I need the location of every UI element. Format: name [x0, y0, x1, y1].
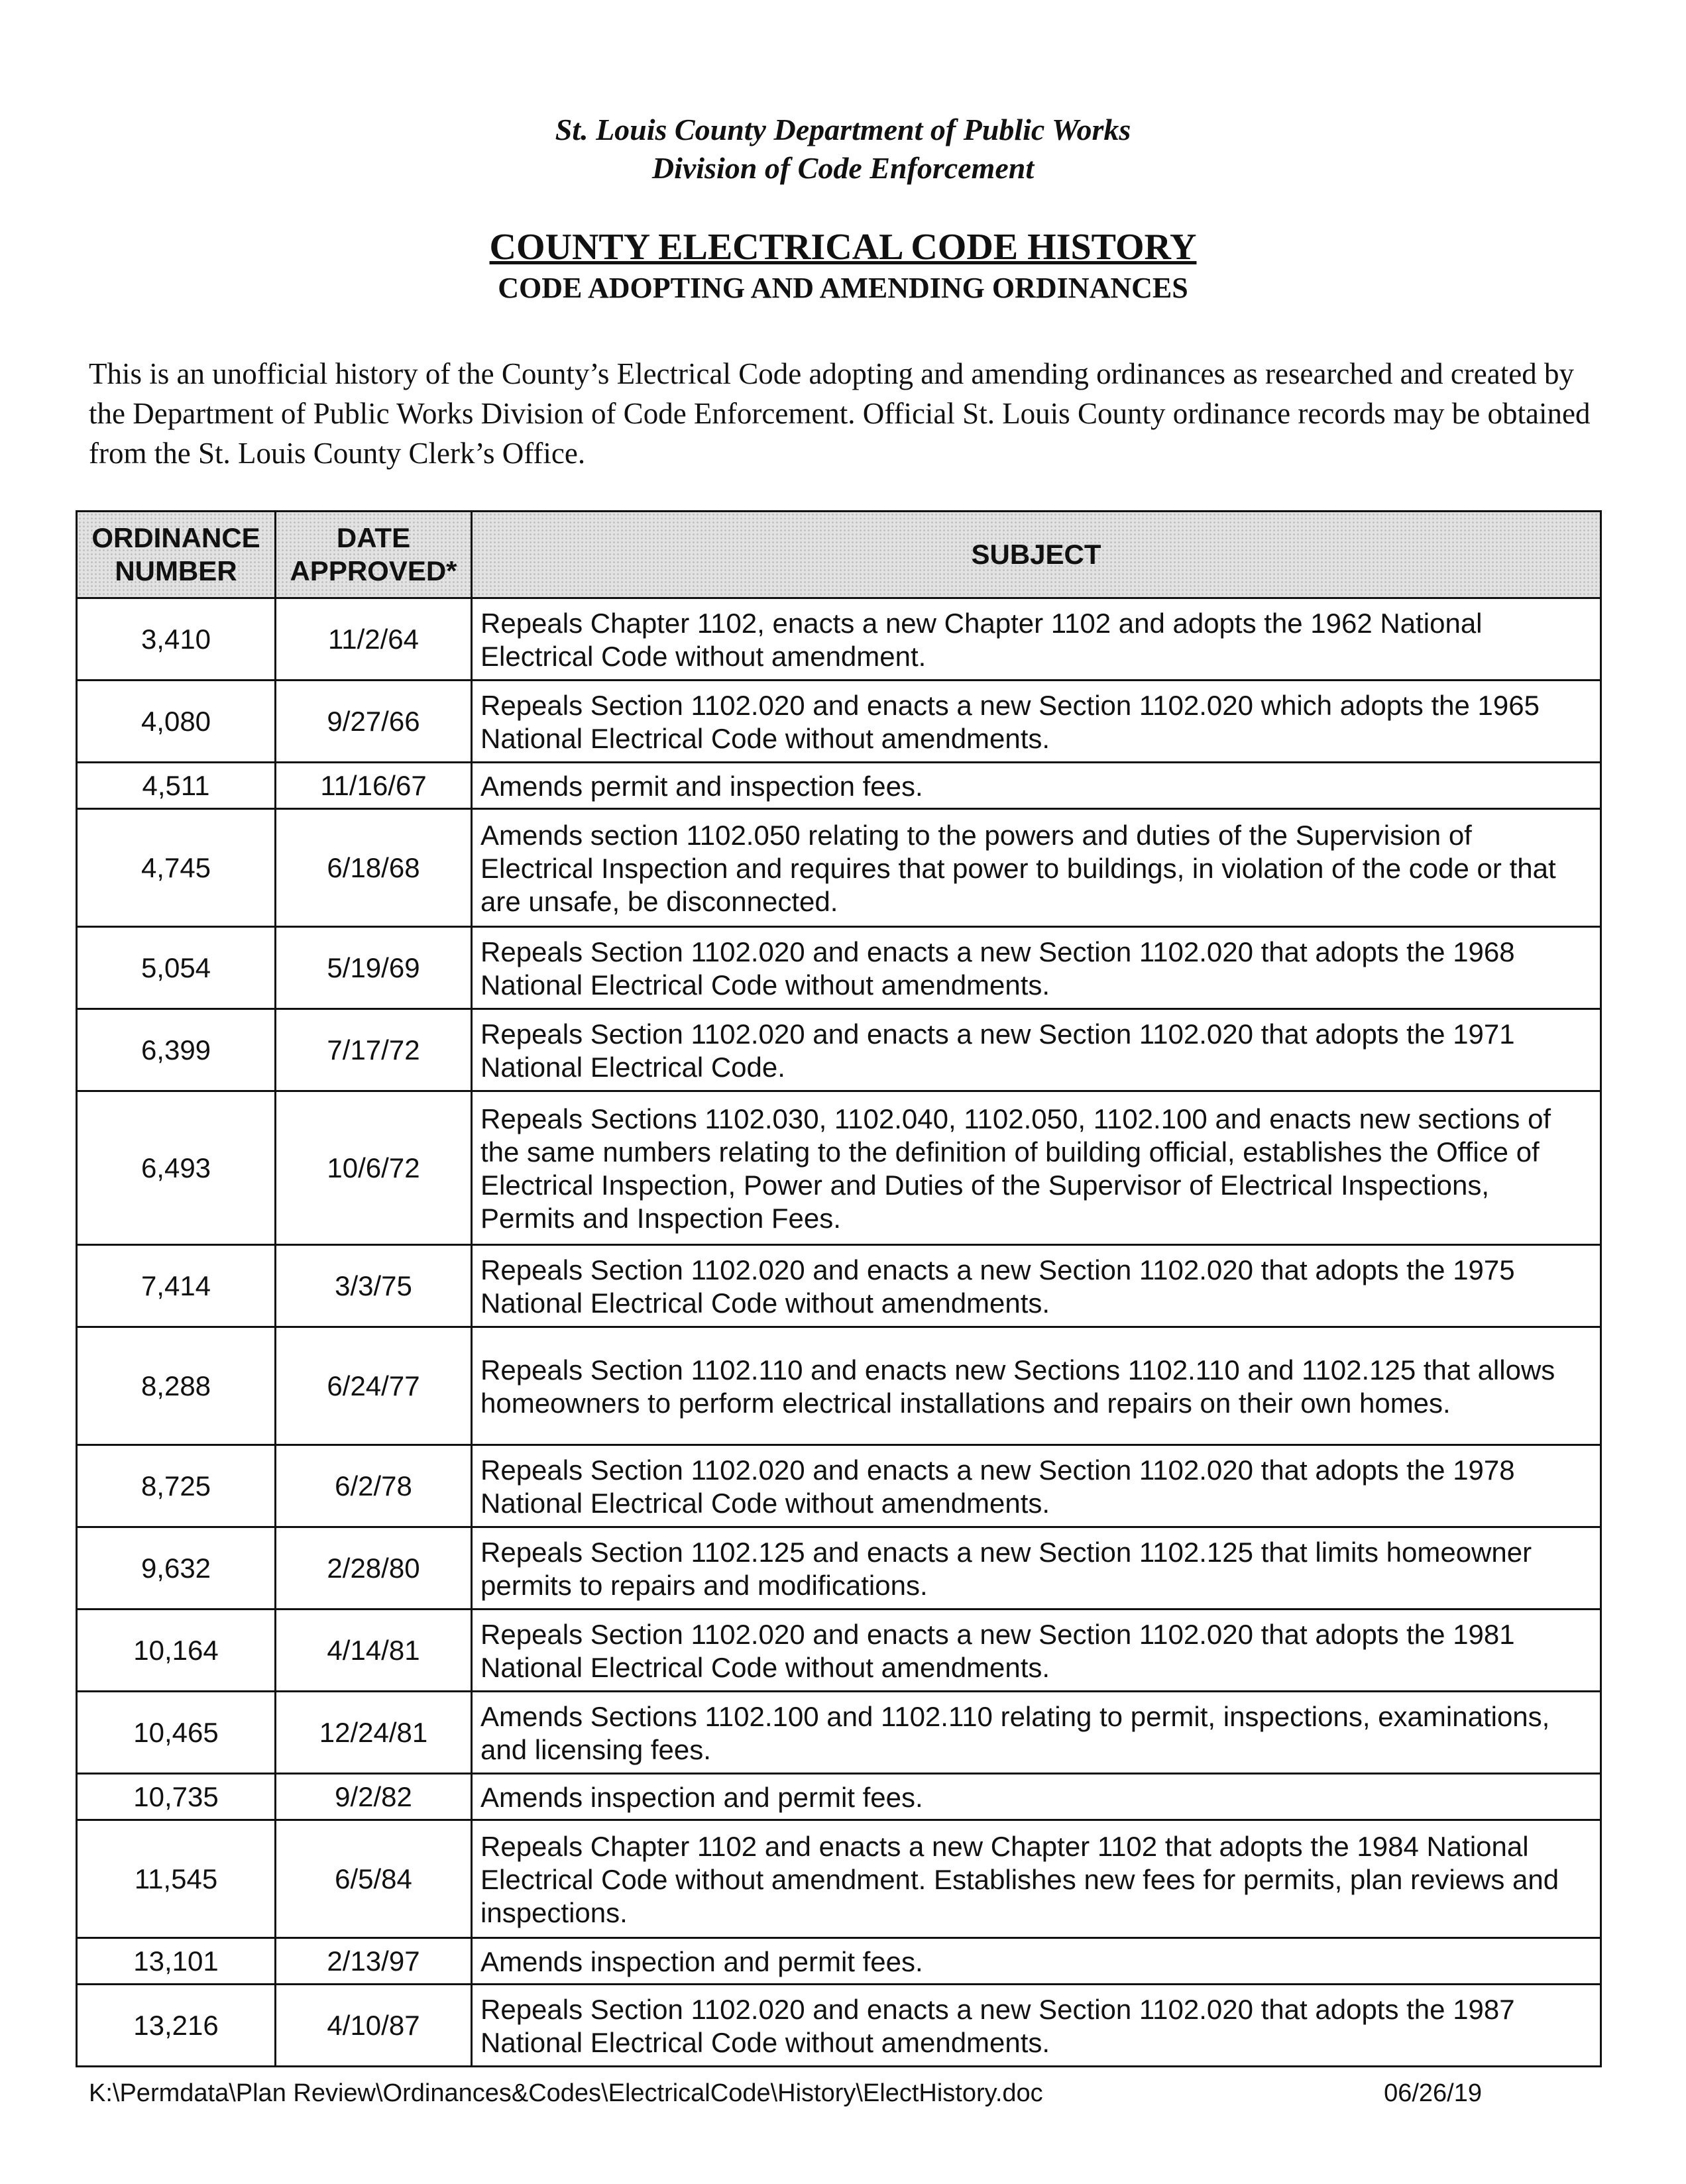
date-approved-cell: 7/17/72 — [276, 1009, 472, 1091]
division-name: Division of Code Enforcement — [651, 151, 1035, 185]
table-row — [77, 598, 1601, 681]
table-row — [77, 1985, 1601, 2067]
ordinance-number-cell: 6,493 — [77, 1091, 276, 1245]
date-approved-cell: 4/14/81 — [276, 1610, 472, 1692]
table-row — [77, 1445, 1601, 1527]
table-row — [77, 1692, 1601, 1774]
footer-date: 06/26/19 — [1384, 2079, 1482, 2107]
subject-cell: Amends permit and inspection fees. — [472, 763, 1601, 809]
ordinance-number-cell: 5,054 — [77, 927, 276, 1009]
ordinance-number-cell: 13,101 — [77, 1938, 276, 1985]
ordinance-number-cell: 9,632 — [77, 1527, 276, 1610]
ordinance-number-cell: 8,725 — [77, 1445, 276, 1527]
header-line: ORDINANCE — [91, 522, 260, 553]
table-row — [77, 1774, 1601, 1820]
ordinance-number-cell: 8,288 — [77, 1327, 276, 1445]
date-approved-cell: 4/10/87 — [276, 1985, 472, 2067]
subject-cell: Repeals Section 1102.020 and enacts a new Section 1102.020 that adopts the 1968 National Electrical Code without amendments. — [472, 927, 1601, 1009]
header-line: NUMBER — [115, 555, 237, 586]
subject-header: SUBJECT — [472, 512, 1601, 598]
ordinance-number-cell: 6,399 — [77, 1009, 276, 1091]
table-row — [77, 1009, 1601, 1091]
intro-paragraph: This is an unofficial history of the County’s Electrical Code adopting and amending ordinances as researched and created by the Department of Public Works Division of Code Enforcement. Official St. Louis County ordinance records may be obtained from the St. Louis County Clerk’s Office. — [89, 357, 1591, 470]
date-approved-cell: 10/6/72 — [276, 1091, 472, 1245]
date-approved-cell: 6/2/78 — [276, 1445, 472, 1527]
subject-cell: Repeals Section 1102.110 and enacts new Sections 1102.110 and 1102.125 that allows homeowners to perform electrical installations and repairs on their own homes. — [472, 1327, 1601, 1445]
ordinance-number-header — [77, 512, 276, 598]
date-approved-cell: 11/2/64 — [276, 598, 472, 681]
ordinance-number-cell: 10,465 — [77, 1692, 276, 1774]
file-path: K:\Permdata\Plan Review\Ordinances&Codes\ElectricalCode\History\ElectHistory.doc — [89, 2079, 1043, 2107]
subject-cell: Repeals Section 1102.020 and enacts a new Section 1102.020 that adopts the 1987 National Electrical Code without amendments. — [472, 1985, 1601, 2067]
ordinance-history-table — [76, 510, 1602, 2067]
document-subtitle: CODE ADOPTING AND AMENDING ORDINANCES — [498, 272, 1188, 304]
subject-cell: Repeals Section 1102.020 and enacts a new Section 1102.020 that adopts the 1978 National Electrical Code without amendments. — [472, 1445, 1601, 1527]
subject-cell: Repeals Section 1102.020 and enacts a new Section 1102.020 which adopts the 1965 National Electrical Code without amendments. — [472, 681, 1601, 763]
table-row — [77, 809, 1601, 927]
subject-cell: Amends section 1102.050 relating to the powers and duties of the Supervision of Electrical Inspection and requires that power to buildings, in violation of the code or that are unsafe, be disconnected. — [472, 809, 1601, 927]
date-approved-cell: 9/2/82 — [276, 1774, 472, 1820]
date-approved-cell: 6/18/68 — [276, 809, 472, 927]
subject-cell: Repeals Section 1102.125 and enacts a new Section 1102.125 that limits homeowner permits to repairs and modifications. — [472, 1527, 1601, 1610]
document-title: COUNTY ELECTRICAL CODE HISTORY — [489, 227, 1197, 268]
date-approved-cell: 12/24/81 — [276, 1692, 472, 1774]
ordinance-number-cell: 4,080 — [77, 681, 276, 763]
table-row — [77, 1610, 1601, 1692]
table-row — [77, 1245, 1601, 1327]
subject-cell: Repeals Sections 1102.030, 1102.040, 1102.050, 1102.100 and enacts new sections of the same numbers relating to the definition of building official, establishes the Office of Electrical Inspection, Power and Duties of the Supervisor of Electrical Inspections, Permits and Inspection Fees. — [472, 1091, 1601, 1245]
date-approved-cell: 2/28/80 — [276, 1527, 472, 1610]
ordinance-number-cell: 10,164 — [77, 1610, 276, 1692]
subject-cell: Amends inspection and permit fees. — [472, 1938, 1601, 1985]
header-line: DATE — [336, 522, 411, 553]
subject-cell: Amends Sections 1102.100 and 1102.110 relating to permit, inspections, examinations, and licensing fees. — [472, 1692, 1601, 1774]
table-row — [77, 1091, 1601, 1245]
table-row — [77, 1527, 1601, 1610]
subject-cell: Repeals Section 1102.020 and enacts a new Section 1102.020 that adopts the 1975 National Electrical Code without amendments. — [472, 1245, 1601, 1327]
subject-cell: Amends inspection and permit fees. — [472, 1774, 1601, 1820]
subject-cell: Repeals Chapter 1102, enacts a new Chapter 1102 and adopts the 1962 National Electrical Code without amendment. — [472, 598, 1601, 681]
date-approved-cell: 6/5/84 — [276, 1820, 472, 1938]
table-row — [77, 681, 1601, 763]
header-line: APPROVED* — [290, 555, 457, 586]
ordinance-number-cell: 13,216 — [77, 1985, 276, 2067]
ordinance-number-cell: 4,511 — [77, 763, 276, 809]
ordinance-number-cell: 3,410 — [77, 598, 276, 681]
ordinance-number-cell: 7,414 — [77, 1245, 276, 1327]
subject-cell: Repeals Section 1102.020 and enacts a new Section 1102.020 that adopts the 1971 National Electrical Code. — [472, 1009, 1601, 1091]
table-header-row — [77, 512, 1601, 598]
ordinance-number-cell: 4,745 — [77, 809, 276, 927]
table-row — [77, 763, 1601, 809]
date-approved-cell: 3/3/75 — [276, 1245, 472, 1327]
date-approved-header — [276, 512, 472, 598]
department-name: St. Louis County Department of Public Works — [555, 113, 1131, 146]
subject-cell: Repeals Section 1102.020 and enacts a new Section 1102.020 that adopts the 1981 National Electrical Code without amendments. — [472, 1610, 1601, 1692]
table-row — [77, 1820, 1601, 1938]
table-body — [77, 598, 1601, 2067]
date-approved-cell: 5/19/69 — [276, 927, 472, 1009]
subject-cell: Repeals Chapter 1102 and enacts a new Chapter 1102 that adopts the 1984 National Electrical Code without amendment. Establishes new fees for permits, plan reviews and inspections. — [472, 1820, 1601, 1938]
date-approved-cell: 9/27/66 — [276, 681, 472, 763]
date-approved-cell: 6/24/77 — [276, 1327, 472, 1445]
table-row — [77, 927, 1601, 1009]
date-approved-cell: 2/13/97 — [276, 1938, 472, 1985]
ordinance-number-cell: 11,545 — [77, 1820, 276, 1938]
date-approved-cell: 11/16/67 — [276, 763, 472, 809]
table-row — [77, 1938, 1601, 1985]
ordinance-number-cell: 10,735 — [77, 1774, 276, 1820]
table-row — [77, 1327, 1601, 1445]
